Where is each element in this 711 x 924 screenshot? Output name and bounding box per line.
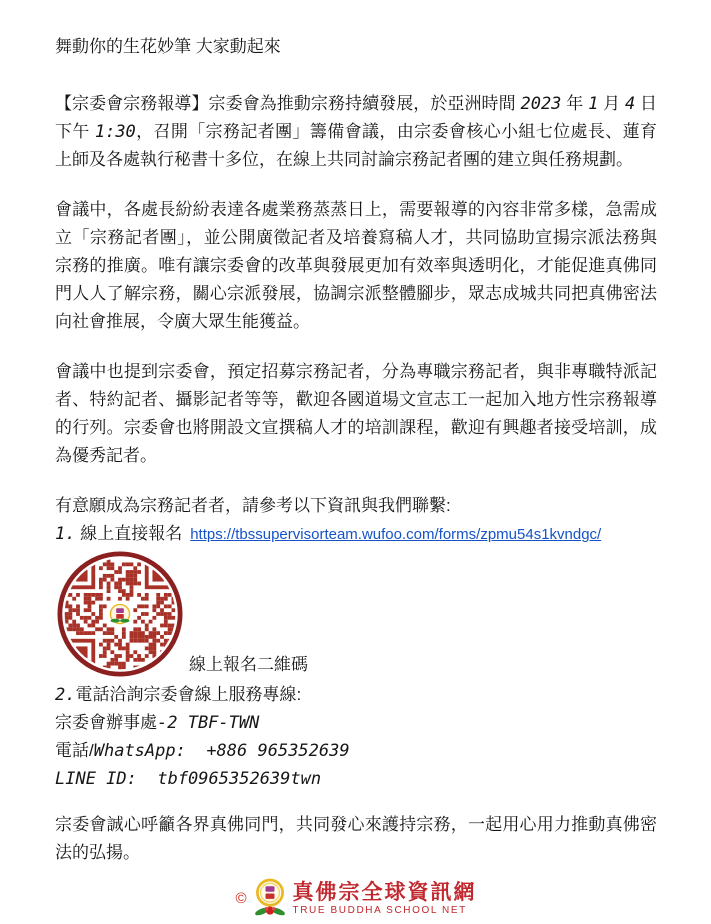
- contact-block: [55, 681, 657, 793]
- site-name-chinese: 真佛宗全球資訊網: [292, 878, 477, 904]
- line-id-line: LINE ID: tbf0965352639twn: [55, 769, 322, 789]
- contact-intro: 有意願成為宗務記者者，請參考以下資訊與我們聯繫:: [55, 496, 451, 515]
- qr-section: [55, 551, 657, 677]
- qr-caption: 線上報名二維碼: [189, 655, 308, 674]
- document-title: 舞動你的生花妙筆 大家動起來: [55, 37, 281, 56]
- office-line: 宗委會辦事處-2 TBF-TWN: [55, 713, 260, 733]
- qr-code: [57, 551, 183, 677]
- phone-line: 電話/WhatsApp: +886 965352639: [55, 741, 350, 761]
- paragraph-closing: 宗委會誠心呼籲各界真佛同門，共同發心來護持宗務，一起用心用力推動真佛密法的弘揚。: [55, 815, 657, 862]
- paragraph-report: 【宗委會宗務報導】宗委會為推動宗務持續發展，於亞洲時間 2023 年 1 月 4 日下午 1:30，召開「宗務記者團」籌備會議，由宗委會核心小組七位處長、蓮育上師及各處執行秘書十多位，在線上共同討論宗務記者團的建立與任務規劃。: [55, 94, 657, 169]
- copyright-symbol: ©: [235, 889, 247, 907]
- signup-item-label: 1. 線上直接報名: [55, 524, 183, 544]
- site-name: [293, 880, 477, 917]
- signup-item: [55, 520, 657, 549]
- signup-link[interactable]: https://tbssupervisorteam.wufoo.com/forms/zpmu54s1kvndgc/: [190, 526, 602, 543]
- phone-item-label: 2.電話洽詢宗委會線上服務專線:: [55, 685, 302, 705]
- paragraph-meeting: 會議中，各處長紛紛表達各處業務蒸蒸日上，需要報導的內容非常多樣，急需成立「宗務記者團」，並公開廣徵記者及培養寫稿人才，共同協助宣揚宗派法務與宗務的推廣。唯有讓宗委會的改革與發展更加有效率與透明化，才能促進真佛同門人人了解宗務，關心宗派發展，協調宗派整體腳步，眾志成城共同把真佛密法向社會推展，令廣大眾生能獲益。: [55, 200, 657, 331]
- paragraph-recruit: 會議中也提到宗委會，預定招募宗務記者，分為專職宗務記者，與非專職特派記者、特約記者、攝影記者等等，歡迎各國道場文宣志工一起加入地方性宗務報導的行列。宗委會也將開設文宣撰稿人才的培訓課程，歡迎有興趣者接受培訓，成為優秀記者。: [55, 362, 657, 465]
- site-name-english: TRUE BUDDHA SCHOOL NET: [292, 904, 467, 916]
